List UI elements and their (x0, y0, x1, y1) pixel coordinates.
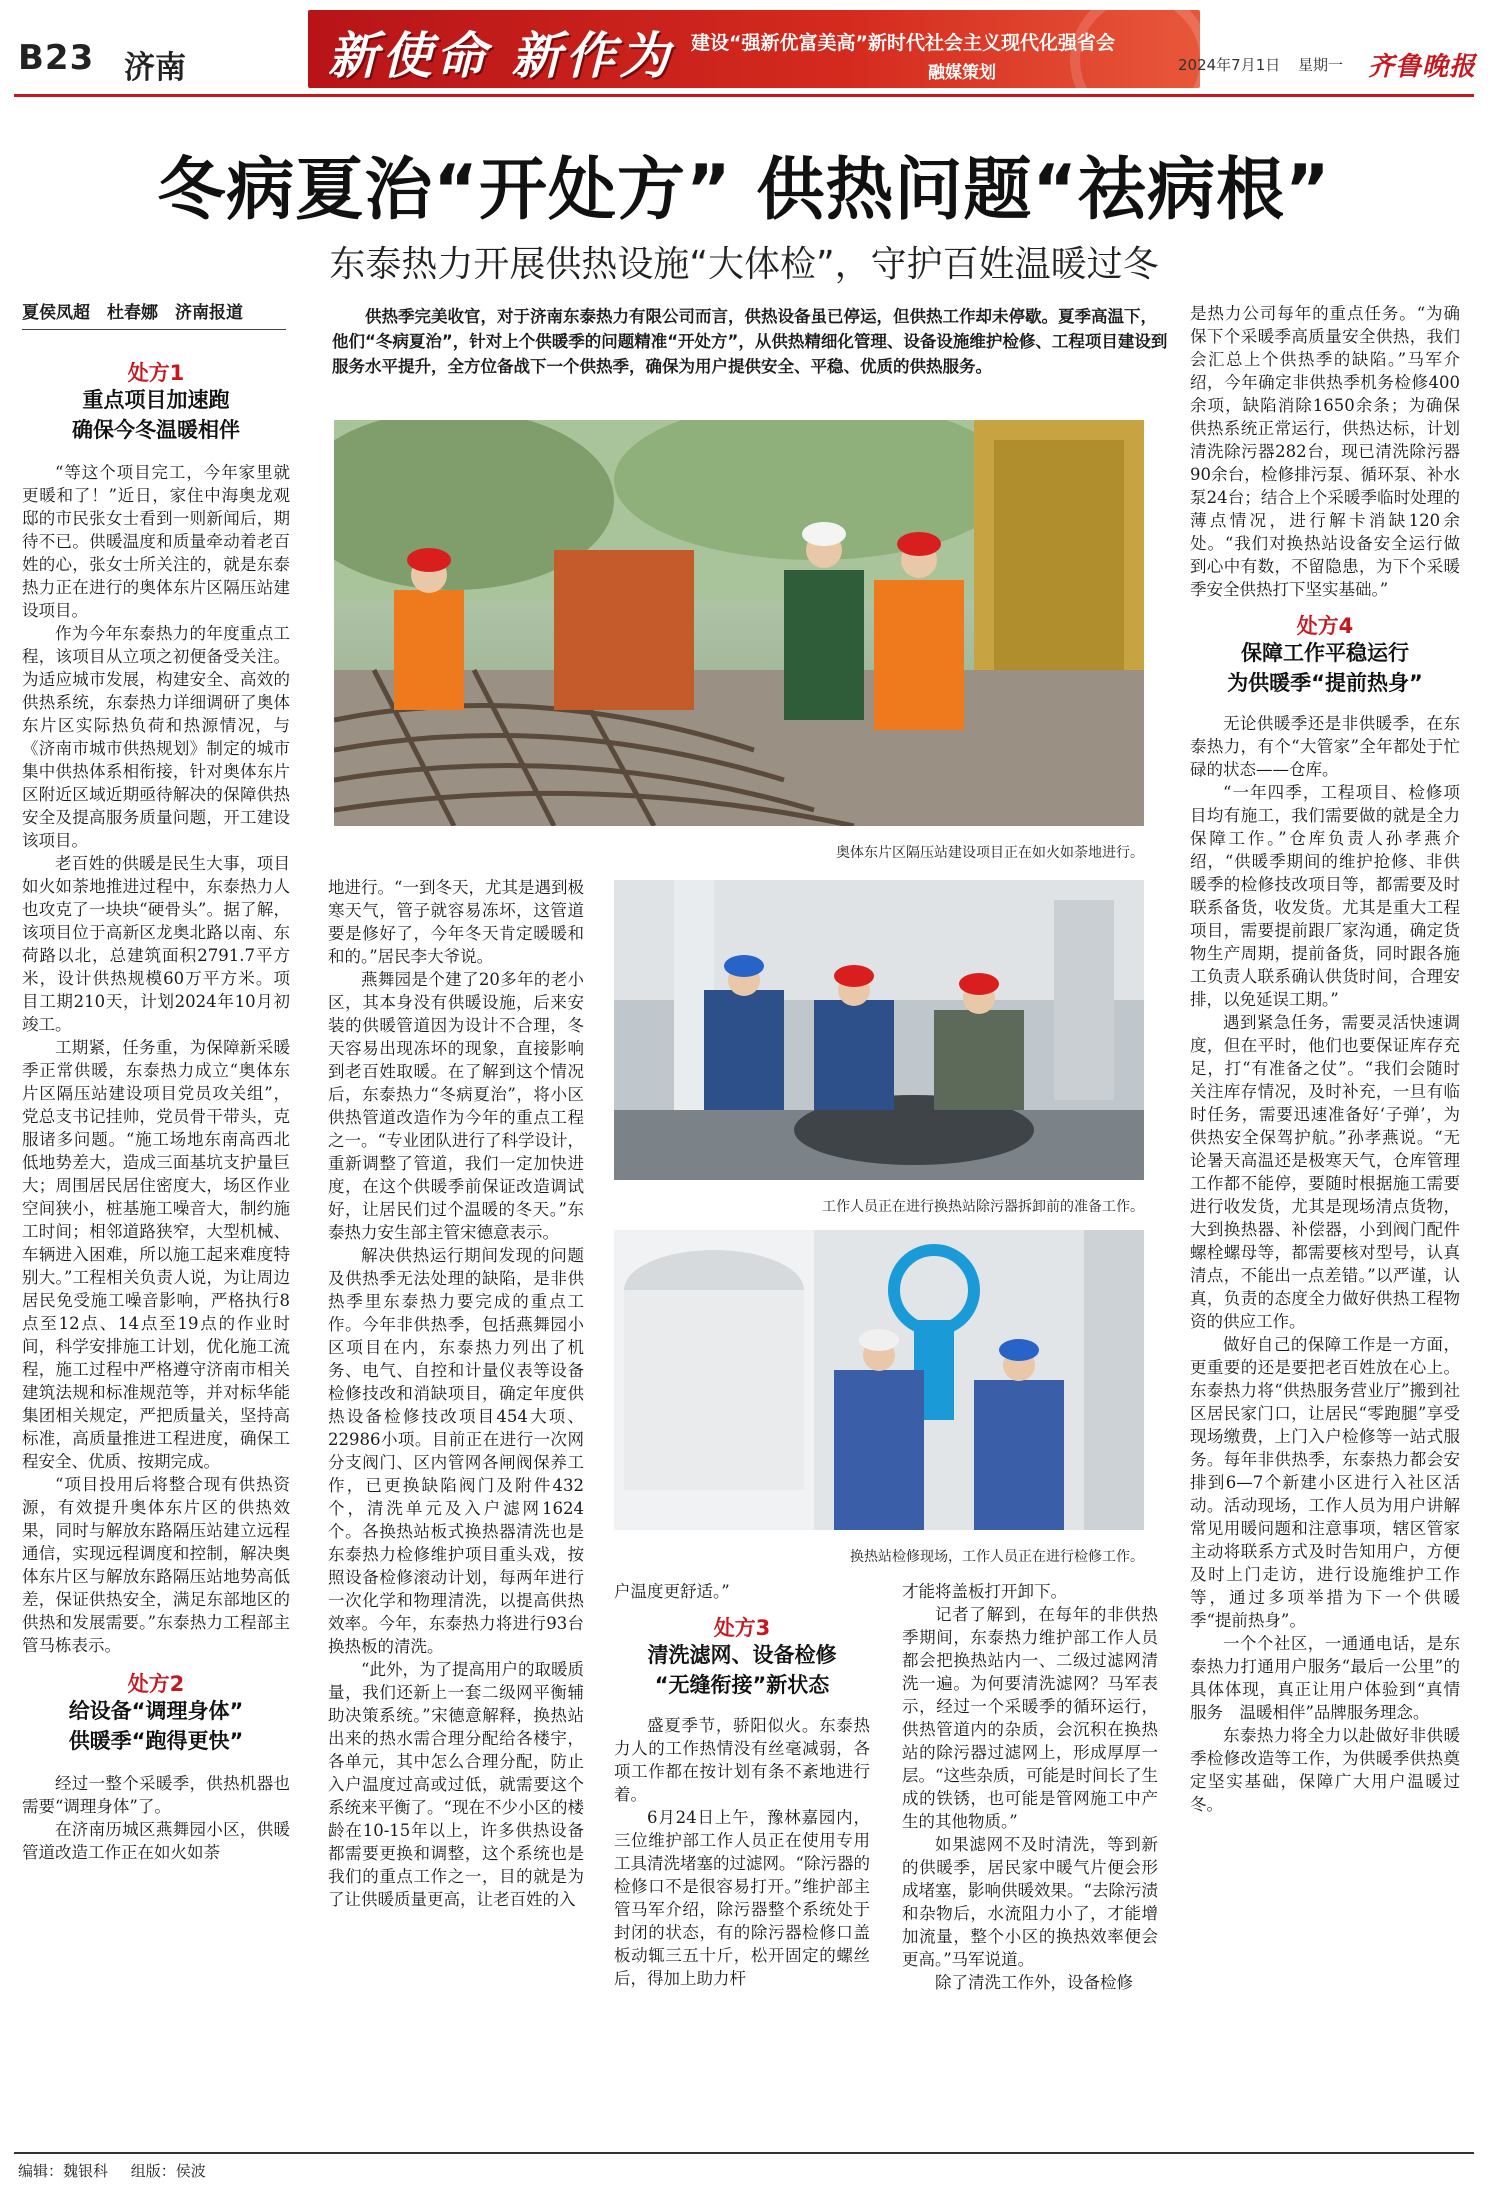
paragraph: 燕舞园是个建了20多年的老小区，其本身没有供暖设施，后来安装的供暖管道因为设计不合理，冬天容易出现冻坏的现象，直接影响到老百姓取暖。在了解到这个情况后，东泰热力“冬病夏治”，将小区供热管道改造作为今年的重点工程之一。“专业团队进行了科学设计，重新调整了管道，我们一定加快进度，在这个供暖季前保证改造调试好，让居民们过个温暖的冬天。”东泰热力安生部主管宋德意表示。 (328, 970, 584, 1242)
paragraph: 如果滤网不及时清洗，等到新的供暖季，居民家中暖气片便会形成堵塞，影响供暖效果。“去除污渍和杂物后，水流阻力小了，才能增加流量，整个小区的换热效率便会更高。”马军说道。 (902, 1835, 1158, 1969)
section-title: 为供暖季“提前热身” (1227, 671, 1423, 695)
section-tag: 处方3 (713, 1616, 771, 1640)
paragraph: 东泰热力将全力以赴做好非供暖季检修改造等工作，为供暖季供热奠定坚实基础，保障广大用户温暖过冬。 (1190, 1726, 1460, 1814)
newspaper-logo: 齐鲁晚报 (1368, 52, 1477, 82)
paragraph: 在济南历城区燕舞园小区，供暖管道改造工作正在如火如荼 (22, 1820, 290, 1862)
column-3 (614, 1580, 870, 1990)
section-heading-3 (614, 1617, 870, 1700)
paragraph: 老百姓的供暖是民生大事，项目如火如荼地推进过程中，东泰热力人也攻克了一块块“硬骨头”。据了解，该项目位于高新区龙奥北路以南、东荷路以北，总建筑面积2791.7平方米，设计供热规模60万平方米。项目工期210天，计划2024年10月初竣工。 (22, 854, 290, 1034)
section-title: 给设备“调理身体” (68, 1699, 244, 1723)
photo-maintenance-prep (614, 880, 1144, 1180)
section-tag: 处方4 (1296, 614, 1354, 638)
section-tag: 处方2 (127, 1672, 185, 1696)
page-number: B23 (18, 38, 95, 78)
article-subheadline: 东泰热力开展供热设施“大体检”，守护百姓温暖过冬 (329, 244, 1159, 285)
paragraph: 遇到紧急任务，需要灵活快速调度，但在平时，他们也要保证库存充足，打“有准备之仗”。“我们会随时关注库存情况，及时补充，一旦有临时任务，需要迅速准备好‘子弹’，为供热安全保驾护航。”孙孝燕说。“无论暑天高温还是极寒天气，仓库管理工作都不能停，要随时根据施工需要进行收发货，尤其是现场清点货物，大到换热器、补偿器，小到阀门配件螺栓螺母等，都需要核对型号，认真清点，不能出一点差错。”以严谨，认真，负责的态度全力做好供热工程物资的供应工作。 (1190, 1013, 1460, 1331)
editor-credit: 编辑：魏银科 (18, 2162, 109, 2180)
page-header (0, 0, 1488, 92)
section-heading-1 (22, 362, 290, 445)
article-intro: 供热季完美收官，对于济南东泰热力有限公司而言，供热设备虽已停运，但供热工作却未停歇。夏季高温下，他们“冬病夏治”，针对上个供暖季的问题精准“开处方”，从供热精细化管理、设备设施维护检修、工程项目建设到服务水平提升，全方位备战下一个供热季，确保为用户提供安全、平稳、优质的供热服务。 (332, 307, 1168, 376)
footer-divider (14, 2152, 1474, 2154)
photo-caption: 工作人员正在进行换热站除污器拆卸前的准备工作。 (822, 1199, 1144, 1215)
paragraph: “等这个项目完工，今年家里就更暖和了！”近日，家住中海奥龙观邸的市民张女士看到一则新闻后，期待不已。供暖温度和质量牵动着老百姓的心，张女士所关注的，就是东泰热力正在进行的奥体东片区隔压站建设项目。 (22, 463, 290, 620)
section-heading-2 (22, 1673, 290, 1756)
photo-caption: 奥体东片区隔压站建设项目正在如火如荼地进行。 (836, 845, 1144, 861)
section-title: “无缝衔接”新状态 (654, 1673, 830, 1697)
paragraph: 6月24日上午，豫林嘉园内，三位维护部工作人员正在使用专用工具清洗堵塞的过滤网。“除污器的检修口不是很容易打开。”维护部主管马军介绍，除污器整个系统处于封闭的状态，有的除污器检修口盖板动辄三五十斤，松开固定的螺丝后，得加上助力杆 (614, 1808, 870, 1988)
paragraph: 记者了解到，在每年的非供热季期间，东泰热力维护部工作人员都会把换热站内一、二级过滤网清洗一遍。为何要清洗滤网？马军表示，经过一个采暖季的循环运行，供热管道内的杂质，会沉积在换热站的除污器过滤网上，形成厚厚一层。“这些杂质，可能是时间长了生成的铁锈，也可能是管网施工中产生的其他物质。” (902, 1605, 1158, 1831)
photo-maintenance-illustration (614, 880, 1144, 1180)
column-4 (902, 1580, 1158, 1994)
banner-note: 融媒策划 (928, 63, 996, 83)
issue-date: 2024年7月1日 (1178, 56, 1281, 74)
layout-credit: 组版：侯波 (130, 2162, 206, 2180)
paragraph: “一年四季，工程项目、检修项目均有施工，我们需要做的就是全力保障工作。”仓库负责人孙孝燕介绍，“供暖季期间的维护抢修、非供暖季的检修技改项目等，都需要及时联系备货，收发货。尤其是重大工程项目，需要提前跟厂家沟通，确定货物生产周期，提前备货，同时跟各施工负责人联系确认供货时间，合理安排，以免延误工期。” (1190, 783, 1460, 1009)
column-1 (22, 362, 290, 1864)
section-title: 保障工作平稳运行 (1241, 641, 1409, 665)
paragraph: 地进行。“一到冬天，尤其是遇到极寒天气，管子就容易冻坏，这管道要是修好了，今年冬天肯定暖暖和和的。”居民李大爷说。 (328, 878, 584, 966)
column-2 (328, 876, 584, 1911)
campaign-banner (308, 10, 1200, 88)
paragraph: 经过一整个采暖季，供热机器也需要“调理身体”了。 (22, 1774, 290, 1816)
paragraph: “此外，为了提高用户的取暖质量，我们还新上一套二级网平衡辅助决策系统。”宋德意解释，换热站出来的热水需合理分配给各楼宇，各单元，其中怎么合理分配，防止入户温度过高或过低，就需要这个系统来平衡了。“现在不少小区的楼龄在10-15年以上，许多供热设备都需要更换和调整，这个系统也是我们的重点工作之一，目的就是为了让供暖质量更高，让老百姓的入 (328, 1660, 584, 1909)
paragraph: 解决供热运行期间发现的问题及供热季无法处理的缺陷，是非供热季里东泰热力要完成的重点工作。今年非供热季，包括燕舞园小区项目在内，东泰热力列出了机务、电气、自控和计量仪表等设备检修技改和消缺项目，确定年度供热设备检修技改项目454大项、22986小项。目前正在进行一次网分支阀门、区内管网各闸阀保养工作，已更换缺陷阀门及附件432个，清洗单元及入户滤网1624个。各换热站板式换热器清洗也是东泰热力检修维护项目重头戏，按照设备检修滚动计划，每两年进行一次化学和物理清洗，以提高供热效率。今年，东泰热力将进行93台换热板的清洗。 (328, 1246, 584, 1656)
paragraph: 无论供暖季还是非供暖季，在东泰热力，有个“大管家”全年都处于忙碌的状态——仓库。 (1190, 714, 1460, 779)
paragraph: 作为今年东泰热力的年度重点工程，该项目从立项之初便备受关注。为适应城市发展，构建安全、高效的供热系统，东泰热力详细调研了奥体东片区实际热负荷和热源情况，与《济南市城市供热规划》制定的城市集中供热体系相衔接，针对奥体东片区附近区域近期亟待解决的保障供热安全及提高服务质量问题，开工建设该项目。 (22, 624, 290, 850)
photo-caption: 换热站检修现场，工作人员正在进行检修工作。 (850, 1549, 1144, 1565)
banner-subtitle: 建设“强新优富美高”新时代社会主义现代化强省会 (691, 32, 1115, 54)
header-divider (14, 94, 1474, 97)
section-title: 确保今冬温暖相伴 (72, 418, 240, 442)
paragraph: 做好自己的保障工作是一方面，更重要的还是要把老百姓放在心上。东泰热力将“供热服务营业厅”搬到社区居民家门口，让居民“零跑腿”享受现场缴费，上门入户检修等一站式服务。每年非供热季，东泰热力都会安排到6—7个新建小区进行入社区活动。活动现场，工作人员为用户讲解常见用暖问题和注意事项，辖区管家主动将联系方式及时告知用户，方便及时上门走访，进行设施维护工作等，通过多项举措为下一个供暖季“提前热身”。 (1190, 1335, 1460, 1630)
page-footer (18, 2160, 224, 2181)
photo-construction-site (334, 420, 1144, 826)
section-title: 重点项目加速跑 (82, 388, 230, 412)
paragraph: “项目投用后将整合现有供热资源，有效提升奥体东片区的供热效果，同时与解放东路隔压站建立远程通信，实现远程调度和控制，解决奥体东片区与解放东路隔压站地势高低差，保证供热安全，满足东部地区的供热和发展需要。”东泰热力工程部主管马栋表示。 (22, 1475, 290, 1655)
paragraph: 户温度更舒适。” (614, 1582, 730, 1601)
section-title: 供暖季“跑得更快” (68, 1729, 244, 1753)
paragraph: 工期紧，任务重，为保障新采暖季正常供暖，东泰热力成立“奥体东片区隔压站建设项目党员攻关组”，党总支书记挂帅，党员骨干带头，克服诸多问题。“施工场地东南高西北低地势差大，造成三面基坑支护量巨大；周围居民居住密度大，场区作业空间狭小，桩基施工噪音大，制约施工时间；相邻道路狭窄，大型机械、车辆进入困难，所以施工起来难度特别大。”工程相关负责人说，为让周边居民免受施工噪音影响，严格执行8点至12点、14点至19点的作业时间，科学安排施工计划，优化施工流程，施工过程中严格遵守济南市相关建筑法规和标准规范等，并对标华能集团相关规定，严把质量关，坚持高标准，高质量推进工程进度，确保工程安全、优质、按期完成。 (22, 1038, 290, 1471)
photo-construction-illustration (334, 420, 1144, 826)
byline: 夏侯凤超 杜春娜 济南报道 (22, 298, 286, 330)
paragraph: 除了清洗工作外，设备检修 (935, 1973, 1133, 1992)
paragraph: 一个个社区，一通通电话，是东泰热力打通用户服务“最后一公里”的具体体现，真正让用户体验到“真情服务 温暖相伴”品牌服务理念。 (1190, 1634, 1460, 1722)
paragraph: 是热力公司每年的重点任务。“为确保下个采暖季高质量安全供热，我们会汇总上个供热季的缺陷。”马军介绍，今年确定非供热季机务检修400余项，缺陷消除1650余条；为确保供热系统正常运行，供热达标，计划清洗除污器282台，现已清洗除污器90余台，检修排污泵、循环泵、补水泵24台；结合上个采暖季临时处理的薄点情况，进行解卡消缺120余处。“我们对换热站设备安全运行做到心中有数，不留隐患，为下个采暖季安全供热打下坚实基础。” (1190, 304, 1460, 599)
banner-slogan: 新使命 新作为 (328, 26, 674, 85)
section-name: 济南 (124, 50, 186, 86)
photo-valve-maintenance (614, 1230, 1144, 1530)
paragraph: 盛夏季节，骄阳似火。东泰热力人的工作热情没有丝毫减弱，各项工作都在按计划有条不紊地进行着。 (614, 1716, 870, 1804)
section-tag: 处方1 (127, 361, 185, 385)
section-title: 清洗滤网、设备检修 (647, 1643, 837, 1667)
photo-valve-illustration (614, 1230, 1144, 1530)
paragraph: 才能将盖板打开卸下。 (902, 1582, 1067, 1601)
section-heading-4 (1190, 615, 1460, 698)
article-headline: 冬病夏治“开处方” 供热问题“祛病根” (157, 151, 1331, 230)
column-5 (1190, 302, 1460, 1816)
issue-weekday: 星期一 (1298, 56, 1344, 74)
